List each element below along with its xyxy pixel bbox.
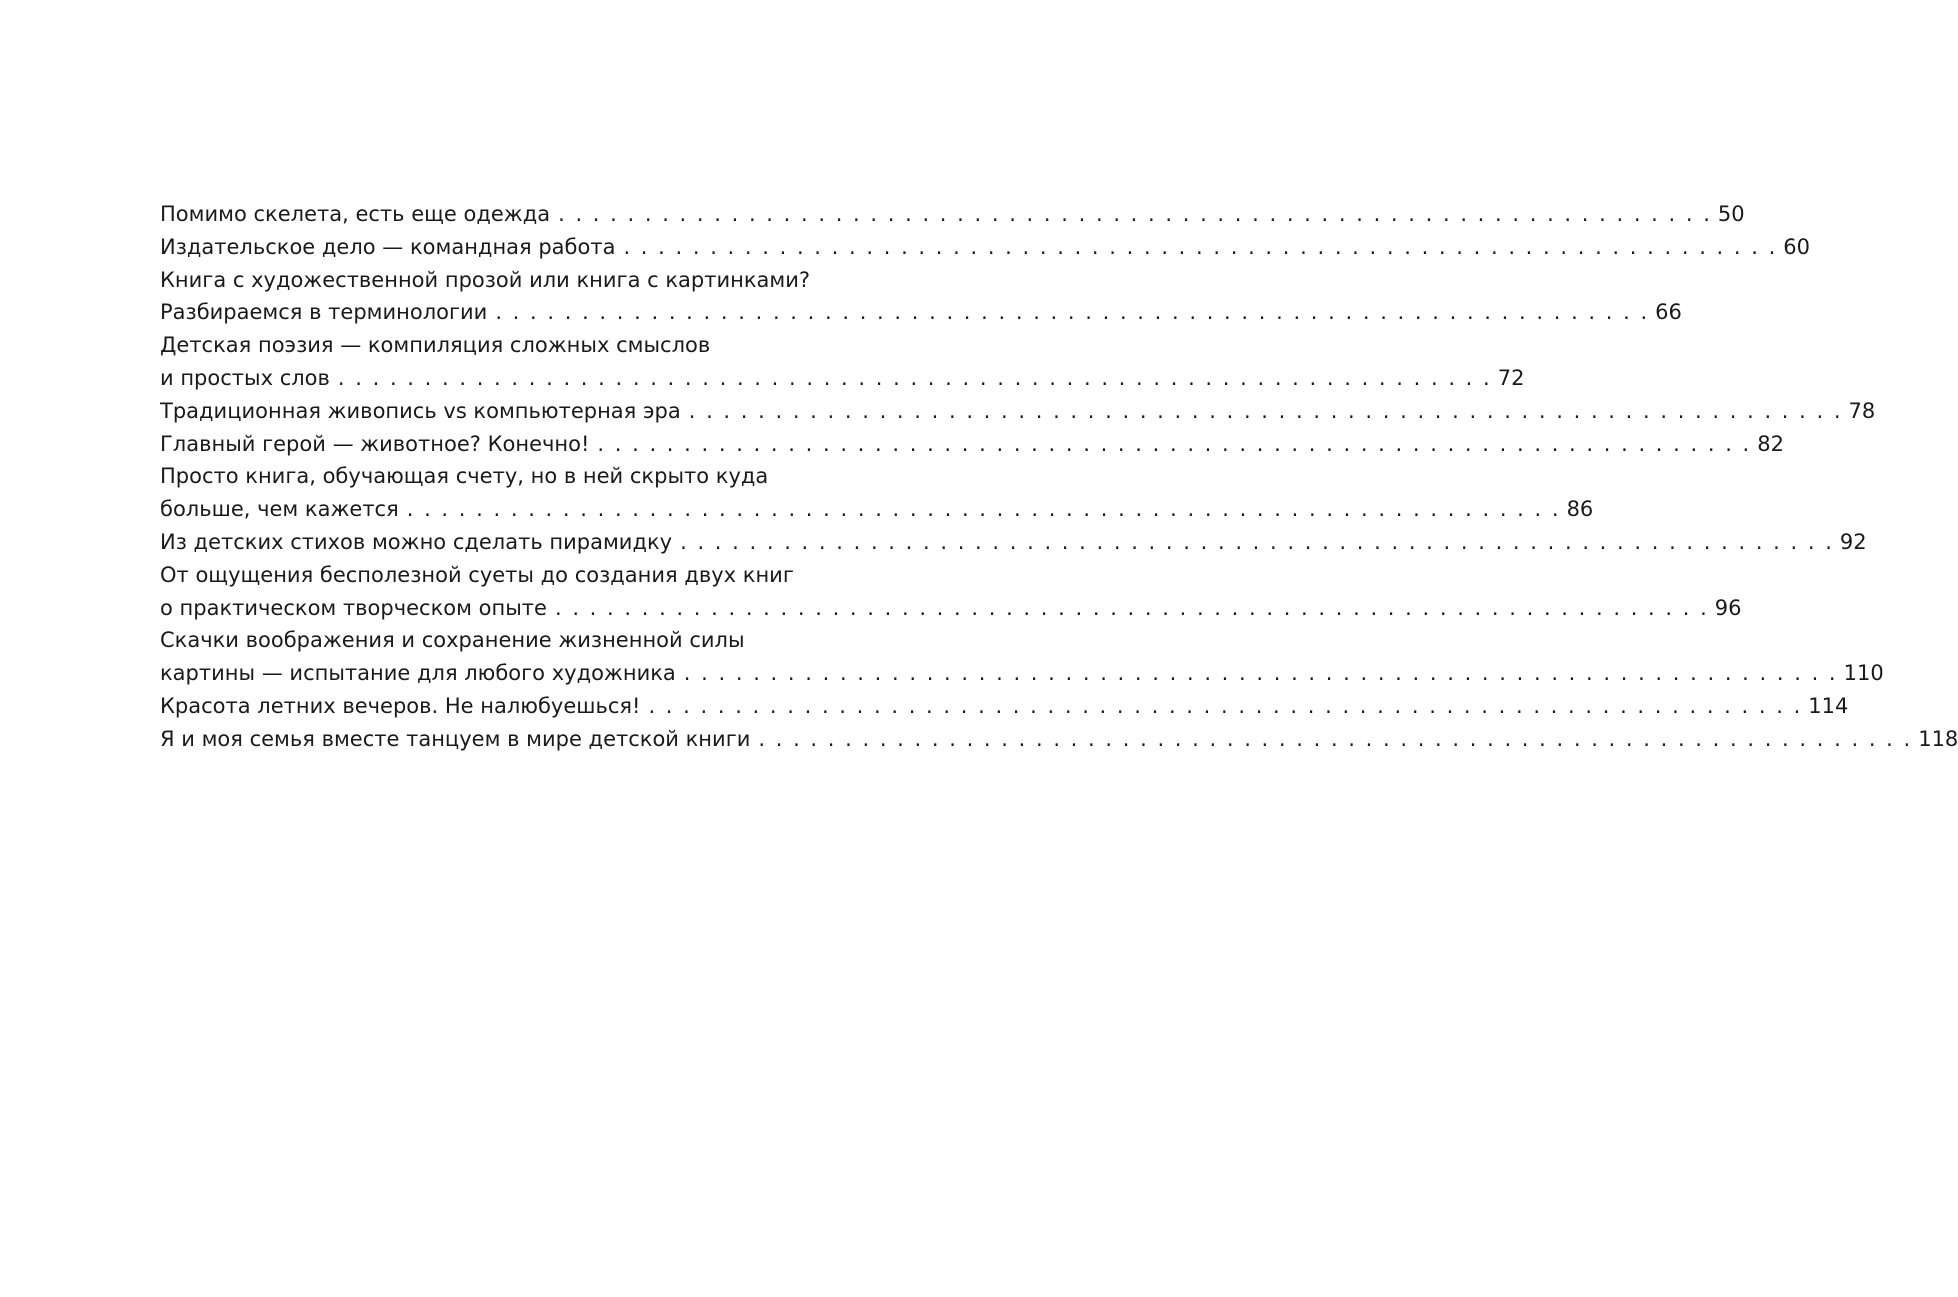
toc-entry-title: Красота летних вечеров. Не налюбуешься! (160, 693, 641, 718)
toc-entry[interactable] (160, 231, 1811, 264)
toc-page-number: 92 (1839, 529, 1867, 554)
dot-leader: . . . . . . . . . . . . . . . . . . . . . . . . . . . . . . . . . . . . . . . . . . . . . . . . . . . . . . . . . . . . . . . . . . . (597, 431, 1752, 456)
toc-entry[interactable] (160, 723, 1958, 756)
dot-leader: . . . . . . . . . . . . . . . . . . . . . . . . . . . . . . . . . . . . . . . . . . . . . . . . . . . . . . . . . . . . . . . . . . . (623, 234, 1778, 259)
toc-entry[interactable] (160, 460, 1594, 526)
toc-entry-last-line (160, 493, 1594, 526)
dot-leader: . . . . . . . . . . . . . . . . . . . . . . . . . . . . . . . . . . . . . . . . . . . . . . . . . . . . . . . . . . . . . . . . . . . (495, 300, 1650, 325)
toc-entry-title: Традиционная живопись vs компьютерная эра (160, 398, 681, 423)
toc-entry-last-line (160, 592, 1742, 625)
toc-entry-title: картины — испытание для любого художника (160, 661, 676, 686)
dot-leader: . . . . . . . . . . . . . . . . . . . . . . . . . . . . . . . . . . . . . . . . . . . . . . . . . . . . . . . . . . . . . . . . . . . (406, 497, 1561, 522)
toc-page-number: 66 (1655, 300, 1682, 325)
toc-entry-title: Книга с художественной прозой или книга с картинками? (160, 267, 811, 292)
toc-entry[interactable] (160, 559, 1742, 625)
toc-entry-title: Разбираемся в терминологии (160, 300, 488, 325)
toc-page-number: 72 (1497, 365, 1525, 390)
toc-entry[interactable] (160, 329, 1525, 395)
dot-leader: . . . . . . . . . . . . . . . . . . . . . . . . . . . . . . . . . . . . . . . . . . . . . . . . . . . . . . . . . . . . . . . . . . . (683, 661, 1838, 686)
toc-entry[interactable] (160, 526, 1867, 559)
toc-entry-title: Помимо скелета, есть еще одежда (160, 202, 551, 226)
toc-page-number: 50 (1717, 202, 1745, 226)
toc-entry-line (160, 460, 840, 493)
toc-entry-line (160, 329, 840, 362)
toc-entry-line (160, 559, 840, 592)
dot-leader: . . . . . . . . . . . . . . . . . . . . . . . . . . . . . . . . . . . . . . . . . . . . . . . . . . . . . . . . . . . . . . . . . . . (680, 529, 1834, 554)
toc-page-number: 96 (1714, 595, 1742, 620)
toc-entry[interactable] (160, 395, 1876, 428)
toc-entry-title: Детская поэзия — компиляция сложных смыслов (160, 333, 711, 358)
toc-entry-title: Из детских стихов можно сделать пирамидку (160, 529, 673, 554)
toc-entry-title: о практическом творческом опыте (160, 595, 547, 620)
toc-page-number: 60 (1783, 234, 1811, 259)
toc-entry[interactable] (160, 624, 1884, 690)
toc-entry-last-line (160, 428, 1784, 461)
dot-leader: . . . . . . . . . . . . . . . . . . . . . . . . . . . . . . . . . . . . . . . . . . . . . . . . . . . . . . . . . . . . . . . . . . . (688, 398, 1843, 423)
toc-entry-last-line (160, 395, 1876, 428)
table-of-contents (160, 198, 1958, 756)
dot-leader: . . . . . . . . . . . . . . . . . . . . . . . . . . . . . . . . . . . . . . . . . . . . . . . . . . . . . . . . . . . . . . . . . . . (554, 595, 1709, 620)
toc-entry-title: От ощущения бесполезной суеты до создания двух книг (160, 562, 794, 587)
toc-entry-title: Просто книга, обучающая счету, но в ней скрыто куда (160, 464, 769, 489)
toc-entry-title: Издательское дело — командная работа (160, 234, 616, 259)
toc-entry-last-line (160, 231, 1811, 264)
toc-entry-title: Главный герой — животное? Конечно! (160, 431, 590, 456)
toc-entry-last-line (160, 362, 1525, 395)
toc-page-number: 118 (1918, 726, 1958, 751)
toc-entry-title: Я и моя семья вместе танцуем в мире детской книги (160, 726, 751, 751)
toc-entry-last-line (160, 657, 1884, 690)
toc-entry-last-line (160, 526, 1867, 559)
toc-entry[interactable] (160, 198, 1745, 231)
toc-page-number: 86 (1566, 497, 1594, 522)
toc-page-number: 110 (1843, 661, 1884, 686)
toc-entry-line (160, 624, 840, 657)
dot-leader: . . . . . . . . . . . . . . . . . . . . . . . . . . . . . . . . . . . . . . . . . . . . . . . . . . . . . . . . . . . . . . . . . . . (758, 726, 1913, 751)
toc-entry[interactable] (160, 428, 1784, 461)
toc-entry-last-line (160, 723, 1958, 756)
toc-entry-last-line (160, 296, 1682, 329)
dot-leader: . . . . . . . . . . . . . . . . . . . . . . . . . . . . . . . . . . . . . . . . . . . . . . . . . . . . . . . . . . . . . . . . . . . (648, 693, 1803, 718)
toc-entry-title: больше, чем кажется (160, 497, 399, 522)
dot-leader: . . . . . . . . . . . . . . . . . . . . . . . . . . . . . . . . . . . . . . . . . . . . . . . . . . . . . . . . . . . . . . . . . . . (337, 365, 1492, 390)
toc-entry-last-line (160, 690, 1849, 723)
dot-leader: . . . . . . . . . . . . . . . . . . . . . . . . . . . . . . . . . . . . . . . . . . . . . . . . . . . . . . . . . . . . . . . . . . . (558, 202, 1712, 226)
toc-entry-line (160, 264, 840, 297)
toc-entry[interactable] (160, 690, 1849, 723)
toc-entry[interactable] (160, 264, 1682, 330)
toc-entry-last-line (160, 198, 1745, 231)
toc-page-number: 78 (1848, 398, 1876, 423)
toc-entry-title: и простых слов (160, 365, 330, 390)
toc-page-number: 114 (1808, 693, 1849, 718)
toc-page-number: 82 (1757, 431, 1784, 456)
toc-entry-title: Скачки воображения и сохранение жизненной силы (160, 628, 745, 653)
